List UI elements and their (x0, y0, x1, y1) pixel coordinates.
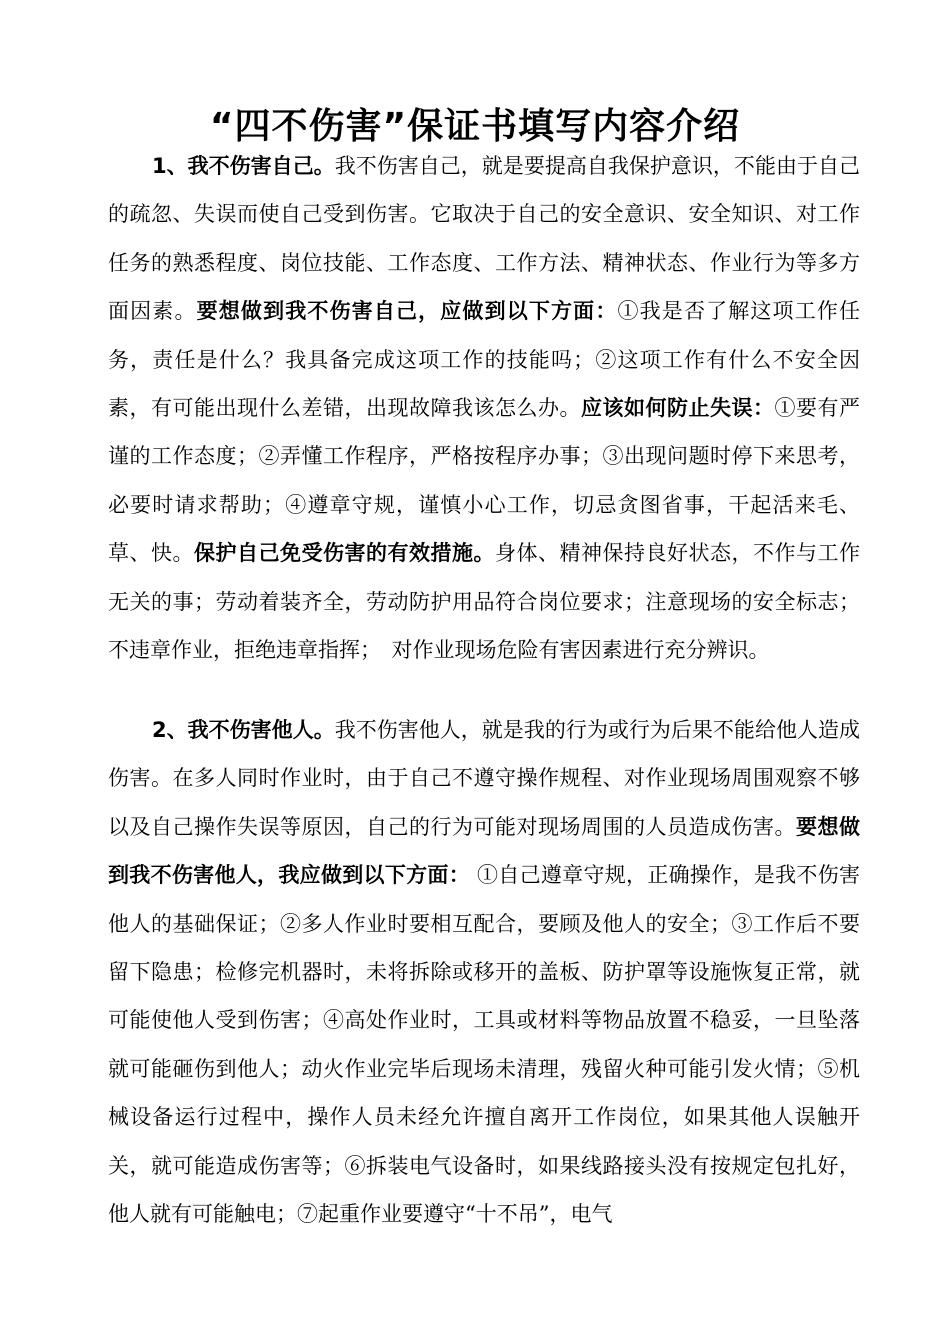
document-title: “四不伤害”保证书填写内容介绍 (209, 106, 741, 147)
section-1-how-text: ①我是否了解这项工作任务，责任是什么？我具备完成这项工作的技能吗；②这项工作有什么不安全因素，有可能出现什么差错，出现故障我该怎么办。 (108, 299, 861, 421)
section-2-how-text: ①自己遵章守规，正确操作，是我不伤害他人的基础保证；②多人作业时要相互配合，要顾及他人的安全；③工作后不要留下隐患；检修完机器时，未将拆除或移开的盖板、防护罩等设施恢复正常，就可能使他人受到伤害；④高处作业时，工具或材料等物品放置不稳妥，一旦坠落就可能砸伤到他人；动火作业完毕后现场未清理，残留火种可能引发火情；⑤机械设备运行过程中，操作人员未经允许擅自离开工作岗位，如果其他人误触开关，就可能造成伤害等；⑥拆装电气设备时，如果线路接头没有按规定包扎好，他人就有可能触电；⑦起重作业要遵守“十不吊”，电气 (108, 863, 860, 1227)
section-1-heading: 1、我不伤害自己。 (152, 154, 335, 178)
section-1-protect-text: 身体、精神保持良好状态，不作与工作无关的事；劳动着装齐全，劳动防护用品符合岗位要求；注意现场的安全标志；不违章作业，拒绝违章指挥； 对作业现场危险有害因素进行充分辨识。 (108, 541, 860, 663)
section-1-paragraph (108, 142, 860, 674)
section-2-heading: 2、我不伤害他人。 (152, 718, 335, 742)
section-2-paragraph (108, 706, 860, 1238)
section-1-intro: 我不伤害自己，就是要提高自我保护意识，不能由于自己的疏忽、失误而使自己受到伤害。它取决于自己的安全意识、安全知识、对工作任务的熟悉程度、岗位技能、工作态度、工作方法、精神状态、作业行为等多方面因素。 (108, 154, 860, 324)
section-2-how-heading: 要想做到我不伤害他人，我应做到以下方面： (108, 814, 860, 888)
section-2-intro: 我不伤害他人，就是我的行为或行为后果不能给他人造成伤害。在多人同时作业时，由于自己不遵守操作规程、对作业现场周围观察不够以及自己操作失误等原因，自己的行为可能对现场周围的人员造成伤害。 (108, 718, 860, 839)
section-1-prevent-heading: 应该如何防止失误： (581, 396, 775, 421)
section-1-prevent-text: ①要有严谨的工作态度；②弄懂工作程序，严格按程序办事；③出现问题时停下来思考，必要时请求帮助；④遵章守规，谨慎小心工作，切忌贪图省事，干起活来毛、草、快。 (108, 396, 860, 566)
section-1-protect-heading: 保护自己免受伤害的有效措施。 (194, 541, 495, 566)
section-1-how-heading: 要想做到我不伤害自己，应做到以下方面： (196, 299, 618, 324)
